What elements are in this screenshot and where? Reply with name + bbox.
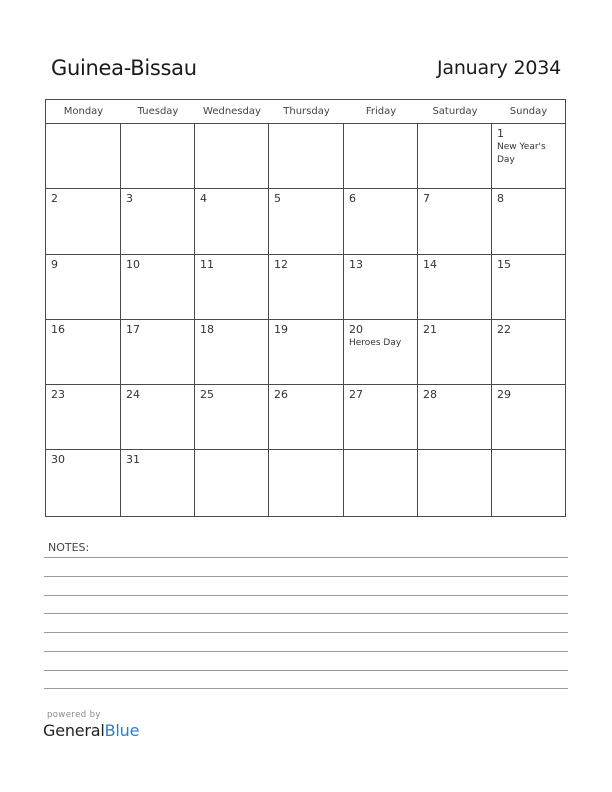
day-number: 17 [126, 323, 140, 336]
day-number: 24 [126, 388, 140, 401]
day-number: 8 [497, 192, 504, 205]
calendar-day-cell[interactable] [46, 189, 121, 255]
weekday-saturday: Saturday [432, 106, 478, 117]
calendar-day-cell[interactable] [46, 450, 121, 516]
calendar-grid [45, 99, 566, 517]
day-number: 3 [126, 192, 133, 205]
day-number: 26 [274, 388, 288, 401]
calendar-day-cell[interactable] [46, 320, 121, 385]
weekday-header-row [46, 100, 565, 124]
calendar-day-cell[interactable] [269, 320, 344, 385]
notes-rule-line [44, 632, 568, 633]
weekday-thursday: Thursday [283, 106, 330, 117]
calendar-day-cell[interactable] [269, 124, 344, 189]
weekday-monday: Monday [63, 106, 104, 117]
calendar-day-cell[interactable] [195, 450, 269, 516]
calendar-day-cell[interactable] [46, 255, 121, 320]
day-number: 6 [349, 192, 356, 205]
notes-rule-line [44, 595, 568, 596]
calendar-day-cell[interactable] [121, 450, 195, 516]
day-number: 20 [349, 323, 363, 336]
calendar-day-cell[interactable] [344, 320, 418, 385]
notes-rule-line [44, 557, 568, 558]
day-number: 16 [51, 323, 65, 336]
day-number: 28 [423, 388, 437, 401]
day-number: 13 [349, 258, 363, 271]
calendar-day-cell[interactable] [418, 320, 492, 385]
calendar-day-cell[interactable] [418, 124, 492, 189]
weekday-friday: Friday [365, 106, 397, 117]
notes-rule-line [44, 613, 568, 614]
notes-rule-line [44, 670, 568, 671]
day-number: 29 [497, 388, 511, 401]
calendar-day-cell[interactable] [46, 124, 121, 189]
calendar-day-cell[interactable] [195, 255, 269, 320]
notes-label: NOTES: [48, 541, 90, 554]
calendar-day-cell[interactable] [121, 255, 195, 320]
calendar-day-cell[interactable] [121, 124, 195, 189]
calendar-day-cell[interactable] [344, 255, 418, 320]
day-number: 25 [200, 388, 214, 401]
day-number: 5 [274, 192, 281, 205]
generalblue-logo[interactable] [43, 721, 139, 740]
calendar-day-cell[interactable] [492, 450, 565, 516]
weekday-tuesday: Tuesday [137, 106, 179, 117]
calendar-day-cell[interactable] [492, 255, 565, 320]
calendar-month-title: January 2034 [436, 57, 561, 79]
day-number: 31 [126, 453, 140, 466]
brand-part-general: General [43, 721, 105, 740]
calendar-day-cell[interactable] [121, 189, 195, 255]
day-number: 21 [423, 323, 437, 336]
holiday-label: New Year's Day [497, 142, 546, 165]
calendar-day-cell[interactable] [492, 189, 565, 255]
calendar-day-cell[interactable] [195, 124, 269, 189]
calendar-day-cell[interactable] [195, 320, 269, 385]
day-number: 23 [51, 388, 65, 401]
day-number: 27 [349, 388, 363, 401]
calendar-day-cell[interactable] [418, 189, 492, 255]
calendar-day-cell[interactable] [344, 189, 418, 255]
weekday-wednesday: Wednesday [203, 106, 261, 117]
calendar-day-cell[interactable] [492, 385, 565, 450]
calendar-day-cell[interactable] [195, 385, 269, 450]
calendar-day-cell[interactable] [121, 320, 195, 385]
weekday-sunday: Sunday [509, 106, 548, 117]
day-number: 10 [126, 258, 140, 271]
calendar-day-cell[interactable] [121, 385, 195, 450]
calendar-day-cell[interactable] [269, 255, 344, 320]
calendar-day-cell[interactable] [269, 450, 344, 516]
brand-part-blue: Blue [104, 721, 140, 740]
day-number: 30 [51, 453, 65, 466]
day-number: 18 [200, 323, 214, 336]
holiday-label: Heroes Day [349, 338, 402, 348]
calendar-day-cell[interactable] [46, 385, 121, 450]
day-number: 12 [274, 258, 288, 271]
day-number: 1 [497, 127, 504, 140]
notes-rule-line [44, 688, 568, 689]
calendar-country-title: Guinea-Bissau [51, 56, 197, 80]
day-number: 7 [423, 192, 430, 205]
notes-rule-line [44, 651, 568, 652]
calendar-day-cell[interactable] [269, 189, 344, 255]
day-number: 14 [423, 258, 437, 271]
calendar-day-cell[interactable] [344, 450, 418, 516]
calendar-day-cell[interactable] [344, 385, 418, 450]
calendar-day-cell[interactable] [269, 385, 344, 450]
day-number: 15 [497, 258, 511, 271]
calendar-day-cell[interactable] [344, 124, 418, 189]
calendar-day-cell[interactable] [418, 450, 492, 516]
calendar-day-cell[interactable] [195, 189, 269, 255]
day-number: 19 [274, 323, 288, 336]
calendar-day-cell[interactable] [418, 385, 492, 450]
day-number: 4 [200, 192, 207, 205]
notes-rule-line [44, 576, 568, 577]
powered-by-text: powered by [47, 710, 101, 720]
day-number: 22 [497, 323, 511, 336]
day-number: 9 [51, 258, 58, 271]
day-number: 11 [200, 258, 214, 271]
calendar-day-cell[interactable] [492, 320, 565, 385]
calendar-day-cell[interactable] [418, 255, 492, 320]
calendar-day-cell[interactable] [492, 124, 565, 189]
day-number: 2 [51, 192, 58, 205]
